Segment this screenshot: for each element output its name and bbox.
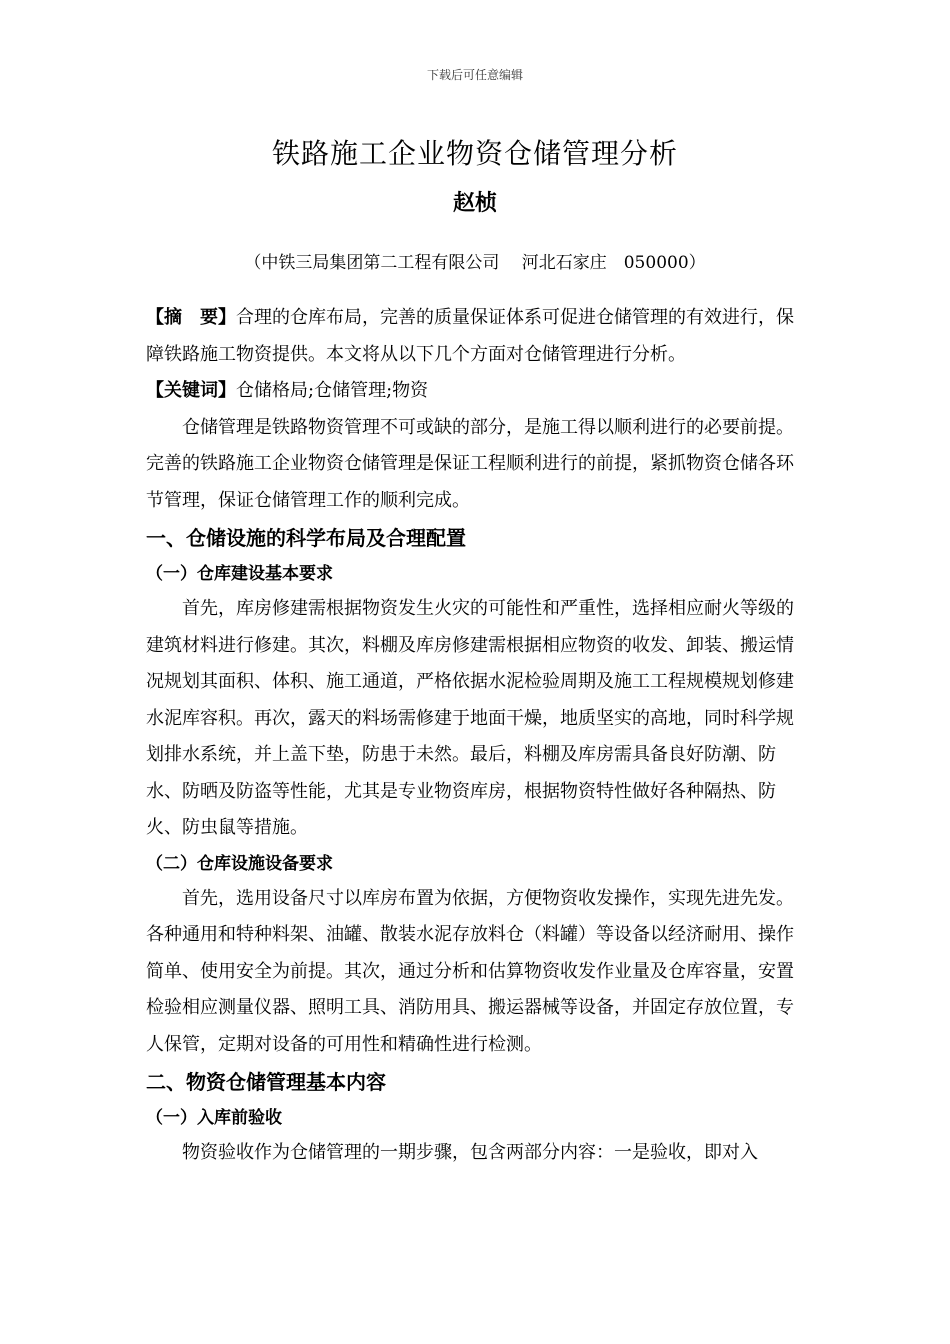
keywords-text: 仓储格局;仓储管理;物资	[236, 380, 429, 401]
abstract-text: 合理的仓库布局，完善的质量保证体系可促进仓储管理的有效进行，保障铁路施工物资提供。本文将从以下几个方面对仓储管理进行分析。	[146, 307, 794, 365]
keywords-label: 【关键词】	[146, 380, 236, 401]
page-title: 铁路施工企业物资仓储管理分析	[271, 137, 678, 170]
intro-paragraph: 仓储管理是铁路物资管理不可或缺的部分，是施工得以顺利进行的必要前提。完善的铁路施工企业物资仓储管理是保证工程顺利进行的前提，紧抓物资仓储各环节管理，保证仓储管理工作的顺利完成。	[146, 416, 794, 511]
subsection-heading-1-1: （一）仓库建设基本要求	[146, 564, 333, 584]
subsection-heading-2-1: （一）入库前验收	[146, 1108, 282, 1128]
paragraph-1-2a: 首先，选用设备尺寸以库房布置为依据，方便物资收发操作，实现先进先发。	[182, 887, 794, 909]
keywords	[146, 373, 806, 410]
paragraph-1-1: 首先，库房修建需根据物资发生火灾的可能性和严重性，选择相应耐火等级的建筑材料进行修建。其次，料棚及库房修建需根据相应物资的收发、卸装、搬运情况规划其面积、体积、施工通道，严格依据水泥检验周期及施工工程规模规划修建水泥库容积。再次，露天的料场需修建于地面干燥，地质坚实的高地，同时科学规划排水系统，并上盖下垫，防患于未然。最后，料棚及库房需具备良好防潮、防水、防晒及防盗等性能，尤其是专业物资库房，根据物资特性做好各种隔热、防火、防虫鼠等措施。	[146, 598, 794, 838]
author-affiliation: （中铁三局集团第二工程有限公司 河北石家庄 050000）	[244, 253, 706, 273]
section-heading-1: 一、仓储设施的科学布局及合理配置	[146, 526, 466, 550]
abstract	[146, 300, 806, 373]
subsection-heading-1-2: （二）仓库设施设备要求	[146, 853, 333, 874]
section-heading-2: 二、物资仓储管理基本内容	[146, 1070, 386, 1094]
header-note: 下载后可任意编辑	[426, 68, 523, 82]
abstract-label: 【摘 要】	[146, 307, 236, 328]
paragraph-1-2b: 各种通用和特种料架、油罐、散装水泥存放料仓（料罐）等设备以经济耐用、操作简单、使用安全为前提。其次，通过分析和估算物资收发作业量及仓库容量，安置检验相应测量仪器、照明工具、消防用具、搬运器械等设备，并固定存放位置，专人保管，定期对设备的可用性和精确性进行检测。	[146, 924, 794, 1055]
author-name: 赵桢	[452, 191, 497, 216]
paragraph-2-1: 物资验收作为仓储管理的一期步骤，包含两部分内容：一是验收，即对入	[182, 1142, 758, 1163]
article-body	[146, 300, 806, 1172]
